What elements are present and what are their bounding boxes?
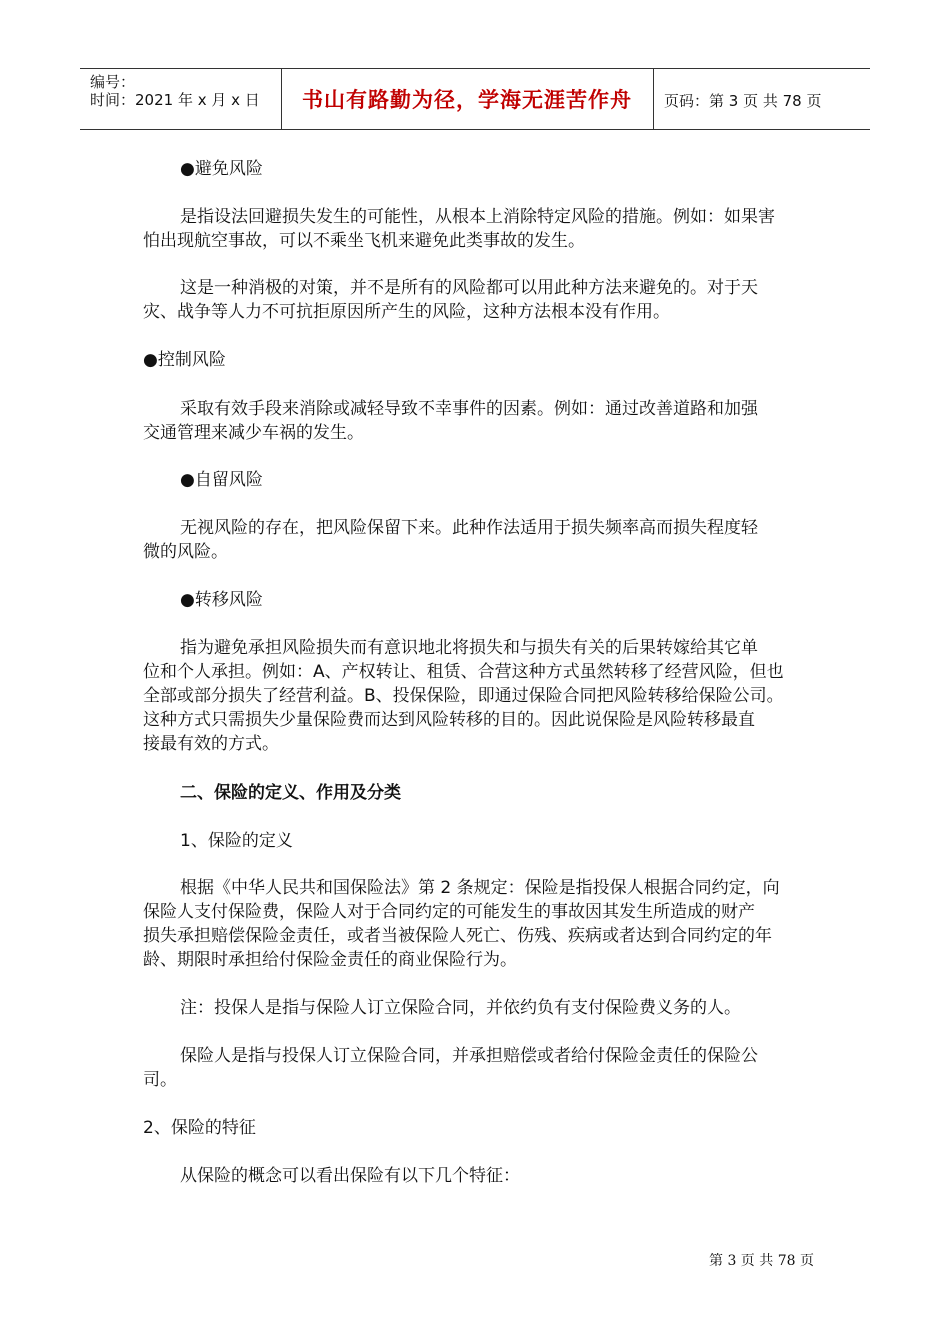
text-line: 指为避免承担风险损失而有意识地北将损失和与损失有关的后果转嫁给其它单 (180, 638, 758, 658)
header-page-cell (654, 69, 870, 129)
subsection-1-title: 1、保险的定义 (180, 831, 293, 851)
text-line: 根据《中华人民共和国保险法》第 2 条规定：保险是指投保人根据合同约定，向 (180, 878, 780, 898)
section-2-title: 二、保险的定义、作用及分类 (180, 783, 401, 803)
page-header (80, 68, 870, 130)
heading-avoid-risk: ●避免风险 (180, 159, 263, 179)
text-line: 全部或部分损失了经营利益。B、投保保险，即通过保险合同把风险转移给保险公司。 (143, 686, 784, 706)
text-line: 保险人是指与投保人订立保险合同，并承担赔偿或者给付保险金责任的保险公 (180, 1046, 758, 1066)
heading-control-risk: ●控制风险 (143, 350, 226, 370)
paragraph-policyholder-note (143, 996, 813, 1020)
number-label: 编号： (90, 73, 136, 91)
text-line: 微的风险。 (143, 542, 228, 562)
paragraph-features-intro (143, 1164, 813, 1188)
page-footer: 第 3 页 共 78 页 (709, 1253, 814, 1269)
text-line: 无视风险的存在，把风险保留下来。此种作法适用于损失频率高而损失程度轻 (180, 518, 758, 538)
header-motto-cell (281, 69, 654, 129)
paragraph-retain (143, 516, 813, 564)
header-page-info: 页码：第 3 页 共 78 页 (664, 92, 822, 110)
text-line: 注：投保人是指与保险人订立保险合同，并依约负有支付保险费义务的人。 (180, 998, 741, 1018)
text-line: 交通管理来减少车祸的发生。 (143, 423, 364, 443)
text-line: 采取有效手段来消除或减轻导致不幸事件的因素。例如：通过改善道路和加强 (180, 399, 758, 419)
subsection-2-title: 2、保险的特征 (143, 1118, 256, 1138)
text-line: 保险人支付保险费，保险人对于合同约定的可能发生的事故因其发生所造成的财产 (143, 902, 755, 922)
paragraph-avoid-note (143, 276, 813, 324)
paragraph-insurer (143, 1044, 813, 1092)
text-line: 龄、期限时承担给付保险金责任的商业保险行为。 (143, 950, 517, 970)
text-line: 位和个人承担。例如：A、产权转让、租赁、合营这种方式虽然转移了经营风险，但也 (143, 662, 784, 682)
text-line: 损失承担赔偿保险金责任，或者当被保险人死亡、伤残、疾病或者达到合同约定的年 (143, 926, 772, 946)
paragraph-avoid-definition (143, 205, 813, 253)
text-line: 是指设法回避损失发生的可能性，从根本上消除特定风险的措施。例如：如果害 (180, 207, 775, 227)
heading-transfer-risk: ●转移风险 (180, 590, 263, 610)
text-line: 这是一种消极的对策，并不是所有的风险都可以用此种方法来避免的。对于天 (180, 278, 758, 298)
motto: 书山有路勤为径，学海无涯苦作舟 (302, 88, 632, 112)
header-left-cell (80, 69, 282, 129)
heading-retain-risk: ●自留风险 (180, 470, 263, 490)
text-line: 灾、战争等人力不可抗拒原因所产生的风险，这种方法根本没有作用。 (143, 302, 670, 322)
paragraph-definition (143, 876, 813, 972)
text-line: 怕出现航空事故，可以不乘坐飞机来避免此类事故的发生。 (143, 231, 585, 251)
text-line: 从保险的概念可以看出保险有以下几个特征： (180, 1166, 520, 1186)
text-line: 司。 (143, 1070, 177, 1090)
text-line: 接最有效的方式。 (143, 734, 279, 754)
date-line: 时间：2021 年 x 月 x 日 (90, 91, 260, 109)
text-line: 这种方式只需损失少量保险费而达到风险转移的目的。因此说保险是风险转移最直 (143, 710, 755, 730)
paragraph-transfer (143, 636, 813, 756)
paragraph-control (143, 397, 813, 445)
